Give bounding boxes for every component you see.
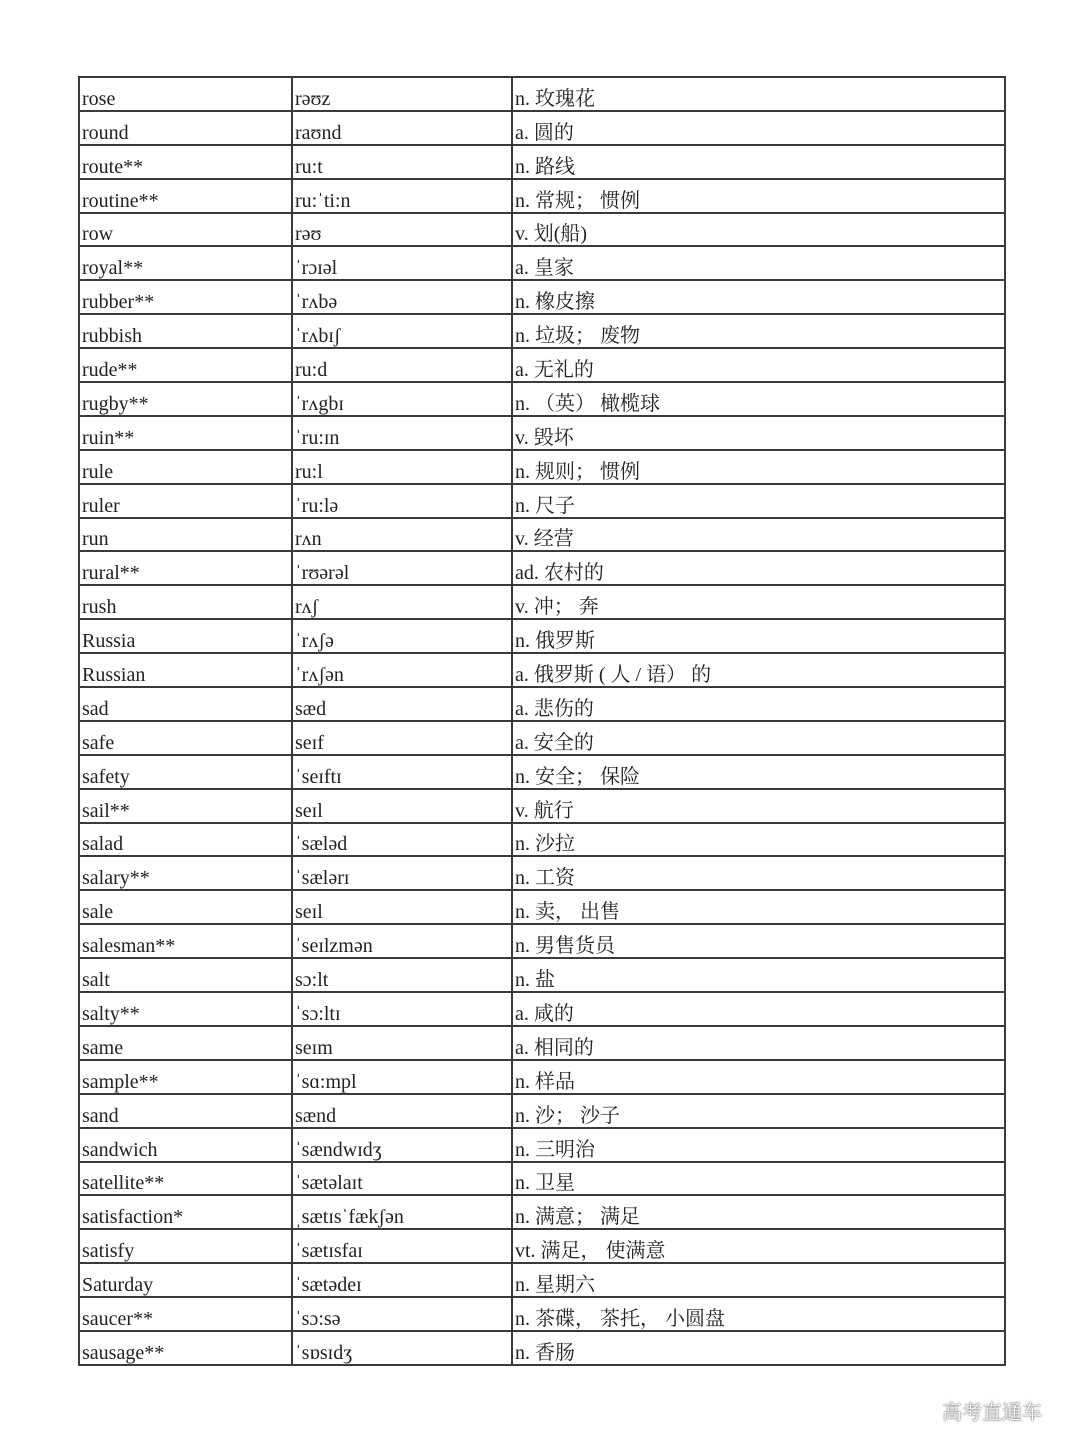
phonetic-cell: sænd [292,1094,512,1128]
meaning-cell: n. 尺子 [512,484,1005,518]
phonetic-cell: ru:t [292,145,512,179]
word-cell: Russia [79,619,292,653]
phonetic-cell: seɪf [292,721,512,755]
meaning-cell: a. 俄罗斯 ( 人 / 语） 的 [512,653,1005,687]
phonetic-cell: ˈsændwɪdʒ [292,1128,512,1162]
table-row [79,246,1005,280]
table-row [79,1128,1005,1162]
phonetic-cell: ˈrʌgbɪ [292,382,512,416]
word-cell: row [79,213,292,247]
table-row [79,179,1005,213]
meaning-cell: n. 三明治 [512,1128,1005,1162]
phonetic-cell: ˈsætɪsfaɪ [292,1229,512,1263]
word-cell: rubber** [79,280,292,314]
meaning-cell: n. 沙； 沙子 [512,1094,1005,1128]
word-cell: same [79,1026,292,1060]
table-row [79,1229,1005,1263]
word-cell: ruler [79,484,292,518]
phonetic-cell: seɪl [292,789,512,823]
table-row [79,382,1005,416]
table-row [79,416,1005,450]
phonetic-cell: ˌsætɪsˈfækʃən [292,1195,512,1229]
meaning-cell: n. 香肠 [512,1331,1005,1365]
table-row [79,687,1005,721]
phonetic-cell: ˈrʌbə [292,280,512,314]
phonetic-cell: ˈsætəlaɪt [292,1162,512,1196]
word-cell: salad [79,823,292,857]
word-cell: routine** [79,179,292,213]
meaning-cell: v. 经营 [512,518,1005,552]
table-row [79,1297,1005,1331]
meaning-cell: a. 皇家 [512,246,1005,280]
phonetic-cell: rəʊ [292,213,512,247]
table-row [79,450,1005,484]
meaning-cell: a. 无礼的 [512,348,1005,382]
table-row [79,1331,1005,1365]
phonetic-cell: ˈru:lə [292,484,512,518]
table-row [79,653,1005,687]
word-cell: rush [79,585,292,619]
meaning-cell: n. 盐 [512,958,1005,992]
table-row [79,823,1005,857]
table-row [79,551,1005,585]
table-row [79,1026,1005,1060]
vocabulary-table-body [79,77,1005,1365]
phonetic-cell: ˈsɔ:ltɪ [292,992,512,1026]
meaning-cell: n. 满意； 满足 [512,1195,1005,1229]
table-row [79,924,1005,958]
meaning-cell: n. 样品 [512,1060,1005,1094]
meaning-cell: v. 划(船) [512,213,1005,247]
word-cell: satellite** [79,1162,292,1196]
phonetic-cell: ˈseɪftɪ [292,755,512,789]
word-cell: route** [79,145,292,179]
phonetic-cell: ˈrɔɪəl [292,246,512,280]
phonetic-cell: ru:ˈti:n [292,179,512,213]
meaning-cell: v. 毁坏 [512,416,1005,450]
meaning-cell: n. 常规； 惯例 [512,179,1005,213]
table-row [79,484,1005,518]
meaning-cell: ad. 农村的 [512,551,1005,585]
table-row [79,890,1005,924]
phonetic-cell: rʌʃ [292,585,512,619]
table-row [79,856,1005,890]
word-cell: salesman** [79,924,292,958]
phonetic-cell: ˈsæləd [292,823,512,857]
word-cell: salt [79,958,292,992]
table-row [79,1263,1005,1297]
meaning-cell: n. 工资 [512,856,1005,890]
word-cell: saucer** [79,1297,292,1331]
word-cell: satisfaction* [79,1195,292,1229]
meaning-cell: n. （英） 橄榄球 [512,382,1005,416]
meaning-cell: n. 玫瑰花 [512,77,1005,111]
word-cell: Russian [79,653,292,687]
meaning-cell: n. 路线 [512,145,1005,179]
phonetic-cell: ru:l [292,450,512,484]
word-cell: ruin** [79,416,292,450]
table-row [79,721,1005,755]
meaning-cell: a. 咸的 [512,992,1005,1026]
word-cell: sad [79,687,292,721]
word-cell: rubbish [79,314,292,348]
meaning-cell: n. 茶碟， 茶托， 小圆盘 [512,1297,1005,1331]
table-row [79,280,1005,314]
table-row [79,1162,1005,1196]
phonetic-cell: ˈru:ɪn [292,416,512,450]
phonetic-cell: ˈsɒsɪdʒ [292,1331,512,1365]
word-cell: satisfy [79,1229,292,1263]
word-cell: sandwich [79,1128,292,1162]
word-cell: safety [79,755,292,789]
meaning-cell: n. 星期六 [512,1263,1005,1297]
meaning-cell: n. 沙拉 [512,823,1005,857]
table-row [79,789,1005,823]
table-row [79,145,1005,179]
word-cell: sail** [79,789,292,823]
phonetic-cell: seɪl [292,890,512,924]
phonetic-cell: sæd [292,687,512,721]
phonetic-cell: ˈsɔ:sə [292,1297,512,1331]
table-row [79,213,1005,247]
word-cell: rule [79,450,292,484]
meaning-cell: v. 航行 [512,789,1005,823]
phonetic-cell: ˈseɪlzmən [292,924,512,958]
meaning-cell: vt. 满足， 使满意 [512,1229,1005,1263]
table-row [79,958,1005,992]
word-cell: salty** [79,992,292,1026]
meaning-cell: n. 安全； 保险 [512,755,1005,789]
meaning-cell: n. 橡皮擦 [512,280,1005,314]
word-cell: safe [79,721,292,755]
phonetic-cell: rʌn [292,518,512,552]
phonetic-cell: ˈsælərɪ [292,856,512,890]
table-row [79,992,1005,1026]
phonetic-cell: ˈsɑ:mpl [292,1060,512,1094]
meaning-cell: a. 安全的 [512,721,1005,755]
meaning-cell: n. 卫星 [512,1162,1005,1196]
table-row [79,77,1005,111]
meaning-cell: a. 相同的 [512,1026,1005,1060]
meaning-cell: n. 卖， 出售 [512,890,1005,924]
meaning-cell: n. 垃圾； 废物 [512,314,1005,348]
meaning-cell: n. 规则； 惯例 [512,450,1005,484]
word-cell: sale [79,890,292,924]
meaning-cell: n. 俄罗斯 [512,619,1005,653]
table-row [79,755,1005,789]
phonetic-cell: seɪm [292,1026,512,1060]
word-cell: sand [79,1094,292,1128]
table-row [79,1060,1005,1094]
table-row [79,619,1005,653]
table-row [79,585,1005,619]
meaning-cell: a. 悲伤的 [512,687,1005,721]
word-cell: sample** [79,1060,292,1094]
word-cell: rugby** [79,382,292,416]
word-cell: royal** [79,246,292,280]
meaning-cell: v. 冲； 奔 [512,585,1005,619]
word-cell: Saturday [79,1263,292,1297]
phonetic-cell: ˈsætədeɪ [292,1263,512,1297]
phonetic-cell: raʊnd [292,111,512,145]
meaning-cell: a. 圆的 [512,111,1005,145]
word-cell: salary** [79,856,292,890]
table-row [79,314,1005,348]
word-cell: sausage** [79,1331,292,1365]
word-cell: run [79,518,292,552]
vocabulary-table [78,76,1006,1366]
table-row [79,348,1005,382]
watermark: 高考直通车 [942,1400,1042,1424]
table-row [79,1195,1005,1229]
table-row [79,111,1005,145]
phonetic-cell: ru:d [292,348,512,382]
phonetic-cell: rəʊz [292,77,512,111]
phonetic-cell: sɔ:lt [292,958,512,992]
table-row [79,518,1005,552]
table-row [79,1094,1005,1128]
word-cell: round [79,111,292,145]
phonetic-cell: ˈrʊərəl [292,551,512,585]
phonetic-cell: ˈrʌbɪʃ [292,314,512,348]
meaning-cell: n. 男售货员 [512,924,1005,958]
word-cell: rural** [79,551,292,585]
word-cell: rude** [79,348,292,382]
phonetic-cell: ˈrʌʃə [292,619,512,653]
word-cell: rose [79,77,292,111]
phonetic-cell: ˈrʌʃən [292,653,512,687]
